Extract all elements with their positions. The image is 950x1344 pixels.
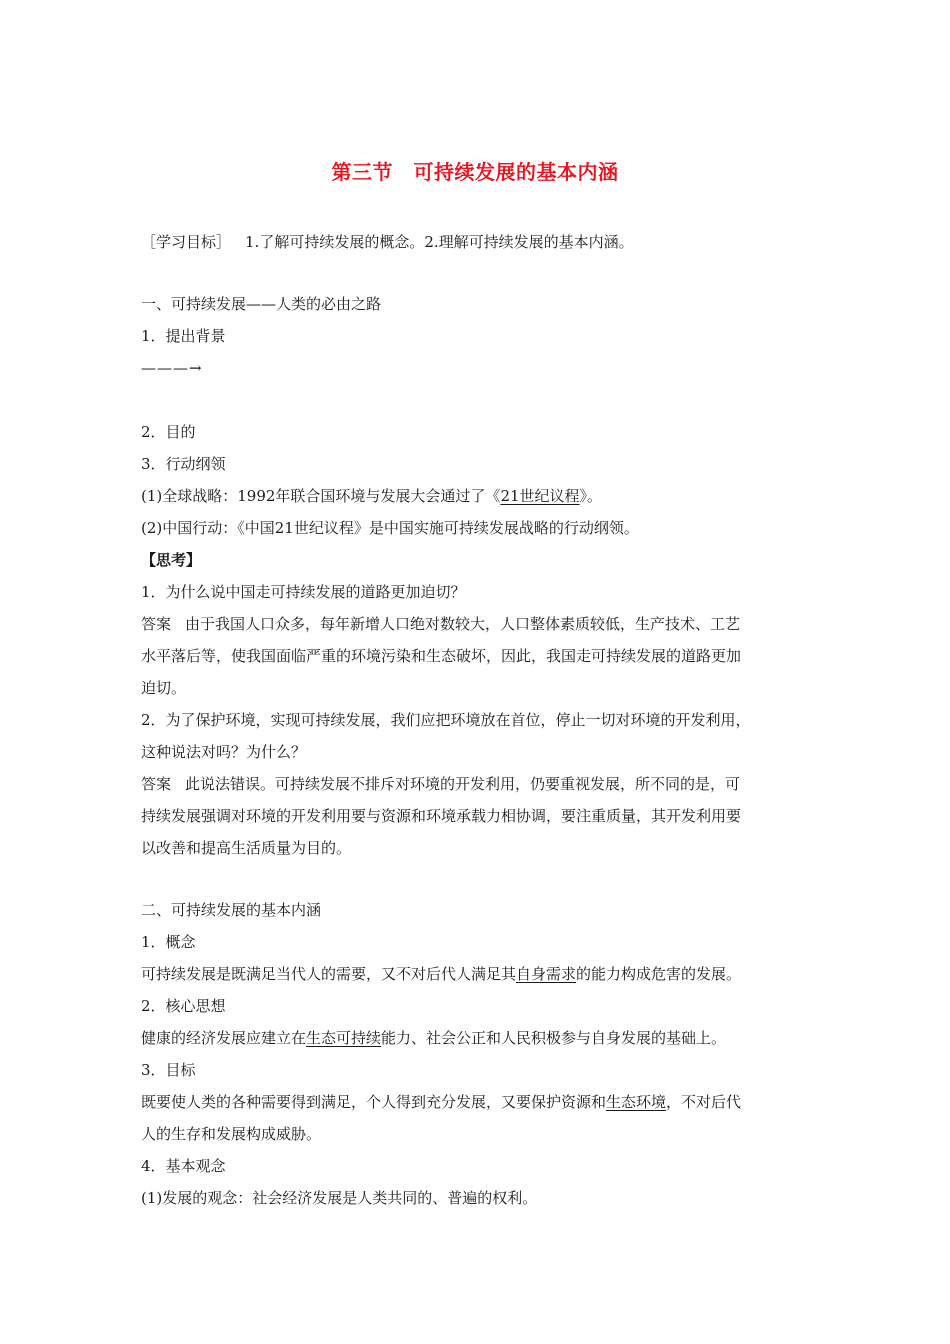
concept-prefix: 可持续发展是既满足当代人的需要，又不对后代人满足其	[141, 965, 517, 983]
answer-1-line-1	[141, 608, 821, 640]
section-1-heading: 一、可持续发展——人类的必由之路	[141, 295, 382, 313]
document-body	[141, 226, 821, 1214]
question-2-line-2: 这种说法对吗？为什么？	[141, 743, 307, 761]
section-1-item-program: 3．行动纲领	[141, 455, 226, 473]
page-title: 第三节 可持续发展的基本内涵	[331, 160, 619, 184]
core-blank: 生态可持续	[306, 1029, 382, 1047]
goal-prefix: 既要使人类的各种需要得到满足，个人得到充分发展，又要保护资源和	[141, 1093, 607, 1111]
goal-line-1	[141, 1086, 821, 1118]
section-1-item-background: 1．提出背景	[141, 327, 226, 345]
goal-blank: 生态环境	[606, 1093, 667, 1111]
global-strategy-suffix: 》。	[579, 487, 603, 505]
answer-1-text-1: 由于我国人口众多，每年新增人口绝对数较大，人口整体素质较低，生产技术、工艺	[185, 615, 741, 633]
learning-goals	[141, 226, 821, 258]
answer-2-text-1: 此说法错误。可持续发展不排斥对环境的开发利用，仍要重视发展，所不同的是，可	[185, 775, 741, 793]
concept-line	[141, 958, 821, 990]
section-2-item-goal: 3．目标	[141, 1061, 196, 1079]
section-2-item-concept: 1．概念	[141, 933, 196, 951]
global-strategy-prefix: (1)全球战略：1992年联合国环境与发展大会通过了《	[141, 487, 501, 505]
answer-1-line-2: 水平落后等，使我国面临严重的环境污染和生态破坏，因此，我国走可持续发展的道路更加	[141, 647, 742, 665]
answer-2-line-2: 持续发展强调对环境的开发利用要与资源和环境承载力相协调，要注重质量，其开发利用要	[141, 807, 742, 825]
section-2-heading: 二、可持续发展的基本内涵	[141, 901, 322, 919]
section-2-item-core: 2．核心思想	[141, 997, 226, 1015]
answer-2-line-1	[141, 768, 821, 800]
learning-goals-label: ［学习目标］	[141, 233, 232, 251]
core-suffix: 能力、社会公正和人民积极参与自身发展的基础上。	[381, 1029, 727, 1047]
learning-goals-text: 1.了解可持续发展的概念。2.理解可持续发展的基本内涵。	[245, 233, 634, 251]
answer-2-label: 答案	[141, 775, 172, 793]
china-action-line: (2)中国行动：《中国21世纪议程》是中国实施可持续发展战略的行动纲领。	[141, 519, 639, 537]
agenda21-blank: 21世纪议程	[500, 487, 580, 505]
goal-line-2: 人的生存和发展构成威胁。	[141, 1125, 322, 1143]
section-1-item-purpose: 2．目的	[141, 423, 196, 441]
answer-1-line-3: 迫切。	[141, 679, 187, 697]
global-strategy-line	[141, 480, 821, 512]
background-arrow: ———→	[141, 359, 203, 377]
answer-1-label: 答案	[141, 615, 172, 633]
concept-blank: 自身需求	[516, 965, 577, 983]
concept-suffix: 的能力构成危害的发展。	[576, 965, 742, 983]
core-prefix: 健康的经济发展应建立在	[141, 1029, 307, 1047]
question-2-line-1: 2．为了保护环境，实现可持续发展，我们应把环境放在首位，停止一切对环境的开发利用，	[141, 711, 751, 729]
development-concept-line: (1)发展的观念：社会经济发展是人类共同的、普遍的权利。	[141, 1189, 538, 1207]
think-label: 【思考】	[141, 551, 202, 569]
section-2-item-concepts: 4．基本观念	[141, 1157, 226, 1175]
goal-suffix: ，不对后代	[666, 1093, 742, 1111]
core-line	[141, 1022, 821, 1054]
answer-2-line-3: 以改善和提高生活质量为目的。	[141, 839, 352, 857]
question-1: 1．为什么说中国走可持续发展的道路更加迫切？	[141, 583, 466, 601]
